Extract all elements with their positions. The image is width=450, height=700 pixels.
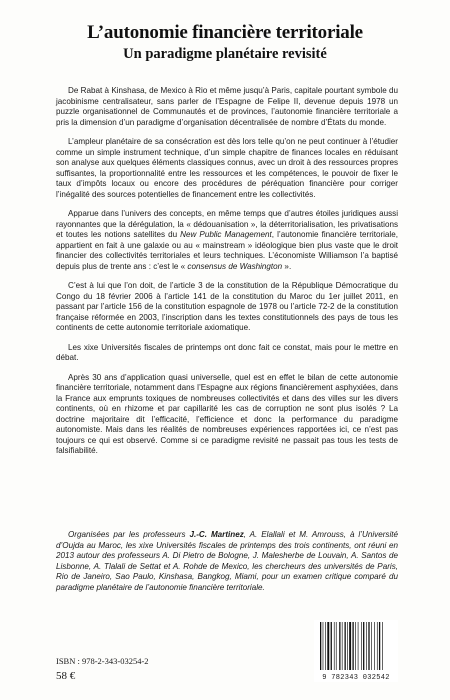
paragraph-1: De Rabat à Kinshasa, de Mexico à Rio et même jusqu’à Paris, capitale pourtant symbole du jacobinisme centralisateur, sans parler de l’Espagne de Felipe II, devenue depuis 1978 un puzzle organisationnel de Communautés et de provinces, l’autonomie financière territoriale a pris la dimension d’un paradigme d’organisation décentralisée de nombre d’États du monde. [56, 86, 398, 127]
barcode-bar [334, 622, 335, 670]
barcode-bar [379, 622, 380, 670]
paragraph-3-part-b: , l’autonomie financière territoriale, appartient en fait à une galaxie ou au « mainstream » idéologique bien plus vaste que le droit financier des collectivités territoriales et leurs techniques. L’économiste Williamson l’a baptisé depuis plus de trente ans : c’est le « [56, 230, 398, 271]
paragraph-6: Après 30 ans d’application quasi universelle, quel est en effet le bilan de cette autonomie financière territoriale, notamment dans l’Espagne aux régions financièrement asphyxiées, dans la France aux emprunts toxiques de nombreuses collectivités et dans des villes sur les divers continents, où en rhizome et par capillarité les cas de corruption ne sont plus isolés ? La doctrine majoritaire dit l’efficacité, l’efficience et donc la performance du paradigme autonomiste. Mais dans les réalités de nombreuses expériences rapportées ici, ce n’est pas toujours ce qui est observé. Comme si ce paradigme revisité ne passait pas tous les tests de falsifiabilité. [56, 372, 398, 455]
paragraph-3-emphasis-2: consensus de Washington [187, 261, 283, 271]
barcode-bar [331, 622, 332, 670]
paragraph-3-part-c: ». [282, 261, 292, 271]
book-title: L’autonomie financière territoriale [87, 22, 363, 43]
barcode-bar [368, 622, 369, 670]
barcode-bar [361, 622, 362, 670]
book-subtitle: Un paradigme planétaire revisité [123, 46, 327, 62]
barcode-bar [320, 622, 321, 670]
barcode-bar [339, 622, 340, 670]
paragraph-3 [56, 209, 398, 272]
barcode-bar [349, 622, 351, 670]
barcode-bar [352, 622, 353, 670]
barcode [314, 620, 398, 682]
barcode-bar [355, 622, 356, 670]
barcode-bar [366, 622, 367, 670]
barcode-bar [374, 622, 375, 670]
paragraph-5: Les xixe Universités fiscales de printemps ont donc fait ce constat, mais pour le mettre en débat. [56, 342, 398, 362]
organizer-main-name: J.-C. Martinez [189, 530, 244, 539]
paragraph-4: C’est à lui que l’on doit, de l’article 3 de la constitution de la République Démocratique du Congo du 18 février 2006 à l’article 141 de la constitution du Maroc du 1er juillet 2011, en passant par l’article 156 de la constitution espagnole de 1978 ou l’article 72-2 de la constitution française réformée en 2003, l’inscription dans les textes constitutionnels des pays de tous les continents de cette autonomie territoriale axiomatique. [56, 281, 398, 332]
barcode-bar [336, 622, 337, 670]
paragraph-2: L’ampleur planétaire de sa consécration est dès lors telle qu’on ne peut continuer à l’étudier comme un simple instrument technique, d’un simple chapitre de finances locales en réduisant son analyse aux quelques éléments classiques connus, avec un droit à des ressources propres suffisantes, la proportionnalité entre les ressources et les compétences, le pouvoir de fixer le taux d’impôts locaux ou encore des procédures de péréquation financière pour corriger l’inégalité des sources potentielles de financement entre les collectivités. [56, 137, 398, 199]
barcode-bar [377, 622, 378, 670]
barcode-bar [323, 622, 324, 670]
barcode-bar [382, 622, 383, 670]
organizers-note [56, 530, 398, 593]
barcode-digits: 9 782343 032542 [322, 674, 390, 682]
paragraph-3-part-a: Apparue dans l’univers des concepts, en même temps que d’autres étoiles juridiques aussi rayonnantes que la dérégulation, la « dédouanisation », la déterritorialisation, les privatisations et toutes les notions satellites du [56, 209, 398, 239]
barcode-bar [327, 622, 329, 670]
isbn: ISBN : 978-2-343-03254-2 [56, 656, 149, 666]
barcode-bar [371, 622, 372, 670]
barcode-bar [358, 622, 359, 670]
price: 58 € [56, 670, 76, 682]
barcode-bar [345, 622, 346, 670]
barcode-bar [347, 622, 348, 670]
organizers-intro: Organisées par les professeurs [68, 530, 190, 539]
barcode-bar [342, 622, 343, 670]
barcode-bars [318, 622, 394, 672]
organizers-rest: , A. Elallali et M. Amrouss, à l’Université d’Oujda au Maroc, les xixe Universités fiscales de printemps des trois continents, ont réuni en 2013 autour des professeurs A. Di Pietro de Bologne, J. Malesherbe de Louvain, A. Santos de Lisbonne, A. Tlalali de Settat et A. Rohde de Mexico, les chercheurs des universités de Paris, Rio de Janeiro, Sao Paulo, Kinshasa, Bangkog, Miami, pour un examen critique comparé du paradigme planétaire de l’autonomie financière territoriale. [56, 530, 399, 592]
barcode-bar [325, 622, 326, 670]
blurb-text [56, 86, 398, 466]
paragraph-3-emphasis-1: New Public Management [180, 230, 272, 239]
barcode-bar [363, 622, 364, 670]
